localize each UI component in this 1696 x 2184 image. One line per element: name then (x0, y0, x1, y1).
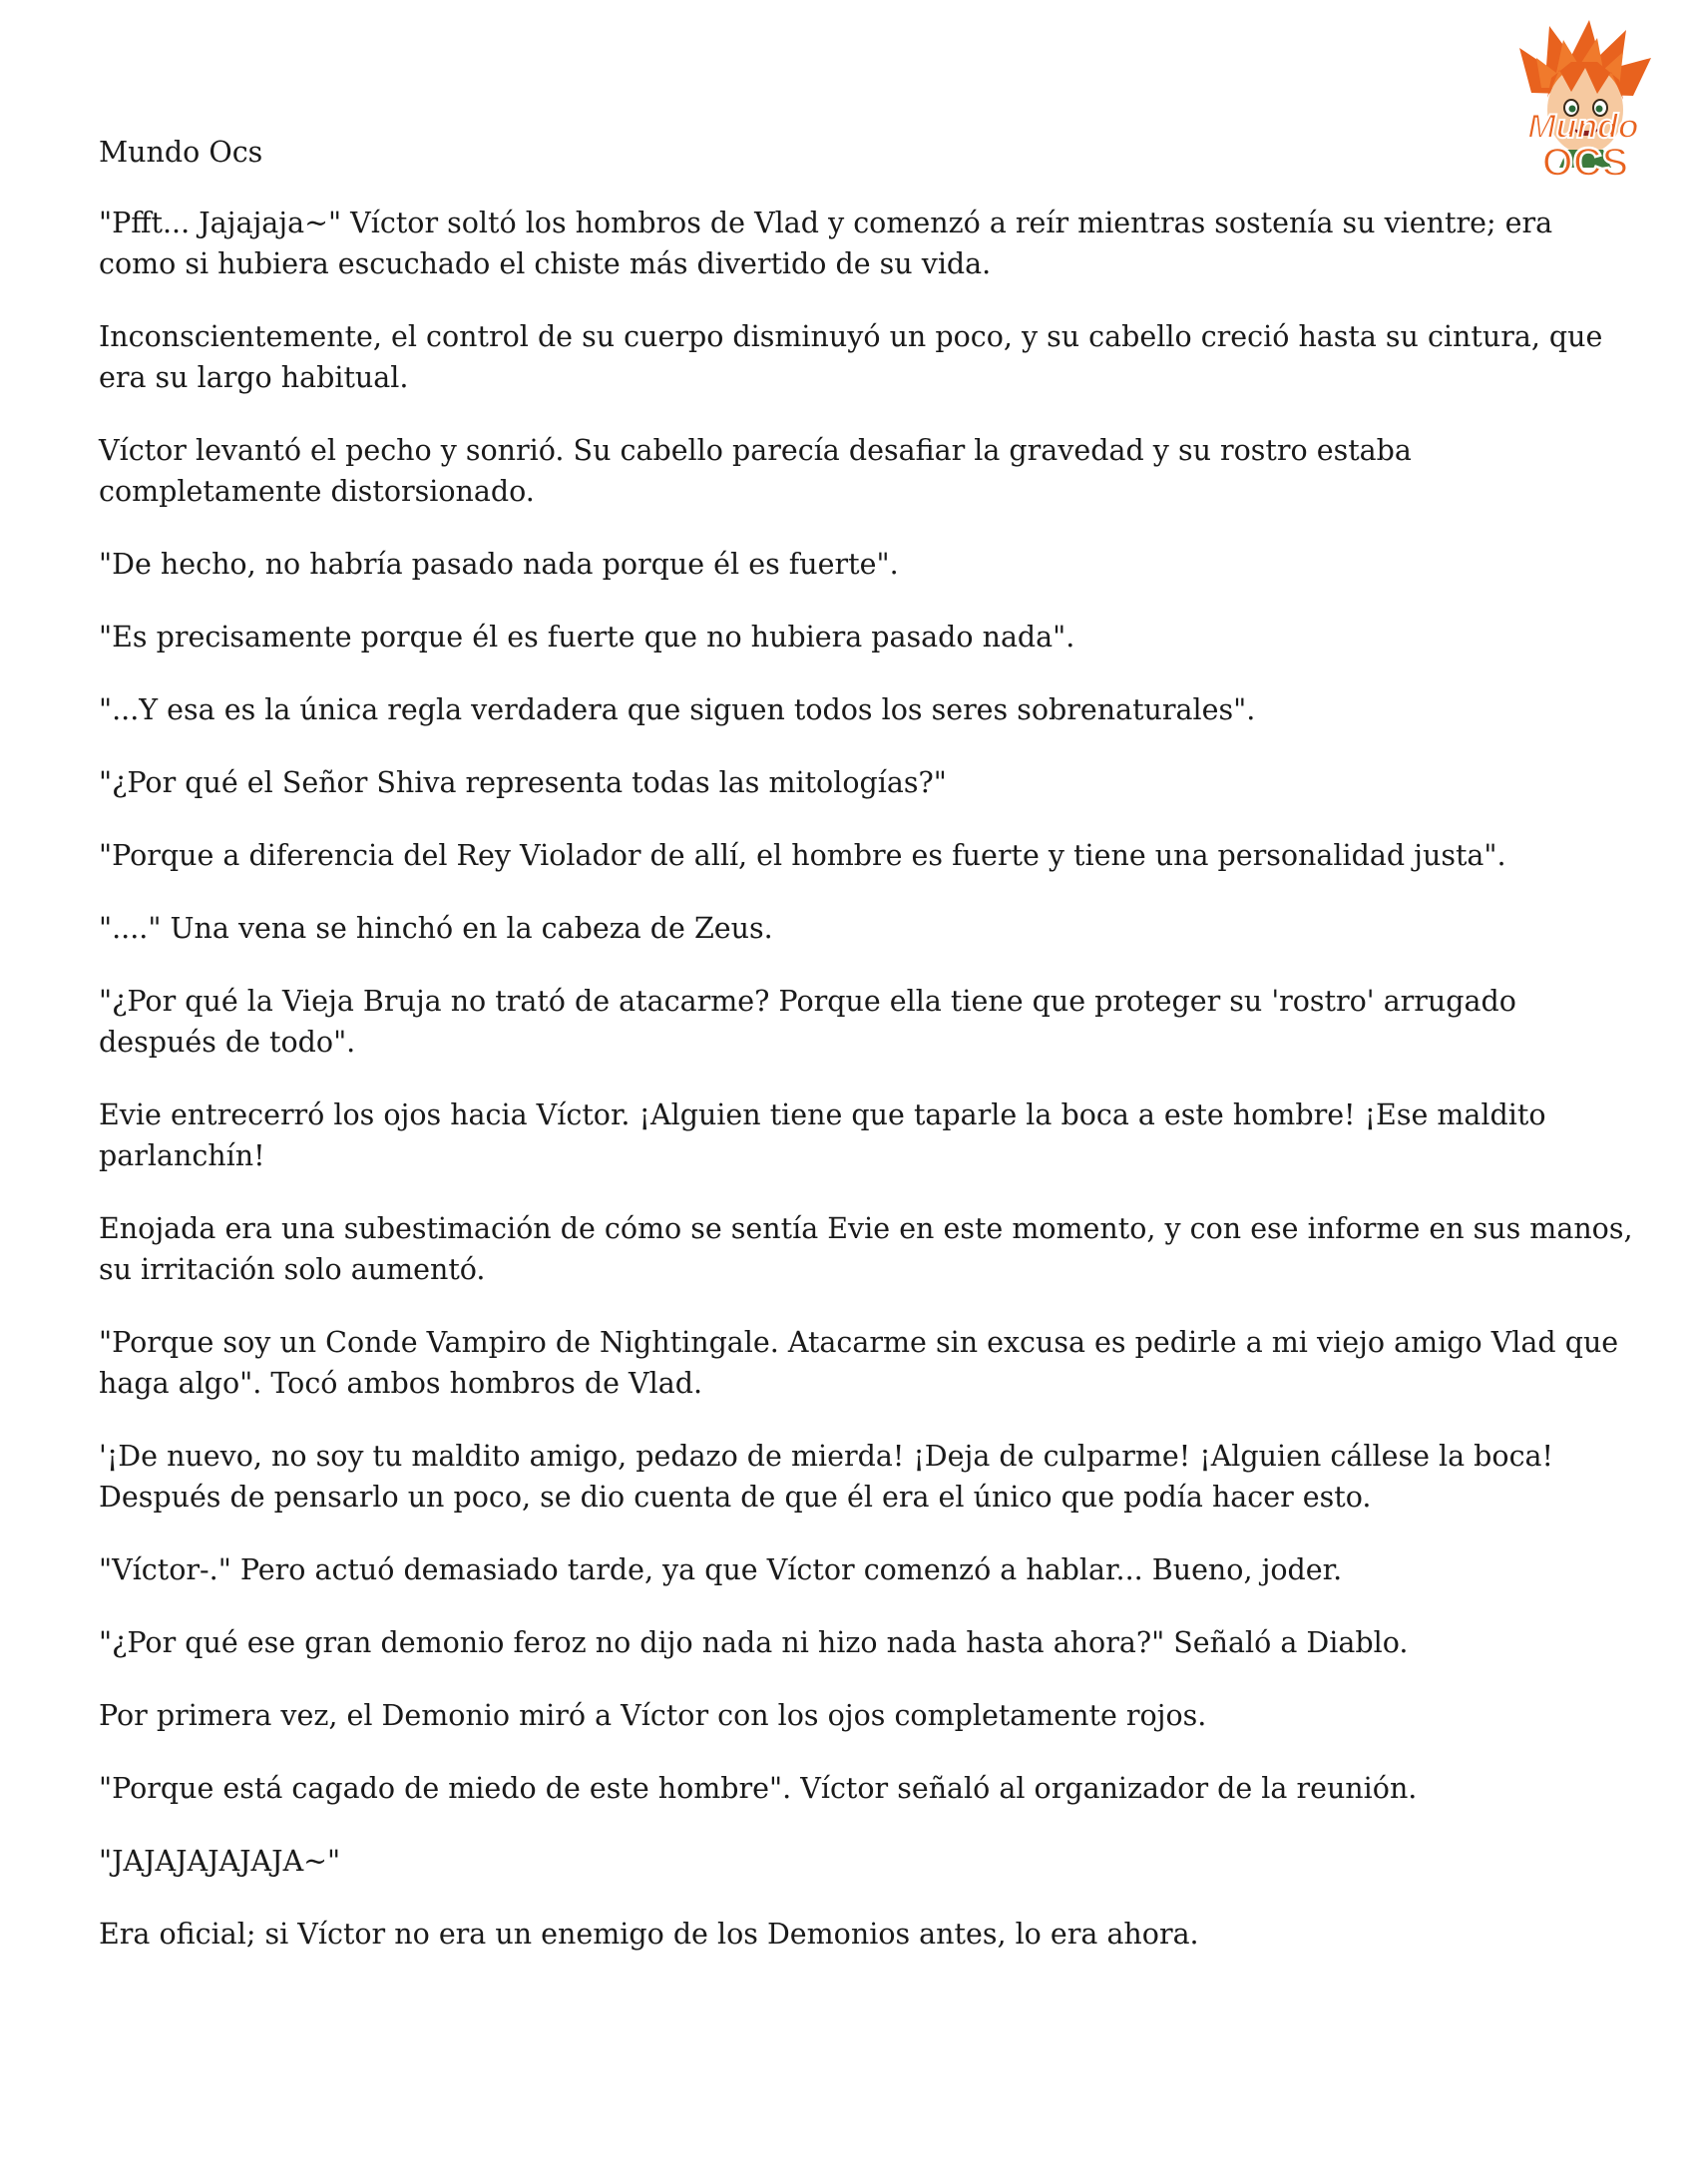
paragraph: "De hecho, no habría pasado nada porque él es fuerte". (99, 548, 899, 581)
paragraph: "Porque está cagado de miedo de este hombre". Víctor señaló al organizador de la reunión. (99, 1772, 1418, 1805)
paragraph: "...Y esa es la única regla verdadera que siguen todos los seres sobrenaturales". (99, 693, 1256, 726)
paragraph: "¿Por qué ese gran demonio feroz no dijo nada ni hizo nada hasta ahora?" Señaló a Diablo. (99, 1626, 1409, 1659)
logo-text-line1: Mundo (1527, 108, 1639, 146)
paragraph: "JAJAJAJAJAJA~" (99, 1845, 341, 1878)
paragraph: "Porque soy un Conde Vampiro de Nightingale. Atacarme sin excusa es pedirle a mi viejo amigo Vlad que haga algo". Tocó ambos hombros de Vlad. (99, 1326, 1619, 1400)
paragraph: "¿Por qué el Señor Shiva representa todas las mitologías?" (99, 766, 947, 799)
paragraph: Evie entrecerró los ojos hacia Víctor. ¡Alguien tiene que taparle la boca a este hombre! ¡Ese maldito parlanchín! (99, 1098, 1546, 1172)
paragraph: "Víctor-." Pero actuó demasiado tarde, ya que Víctor comenzó a hablar... Bueno, joder. (99, 1553, 1343, 1586)
paragraph: Por primera vez, el Demonio miró a Víctor con los ojos completamente rojos. (99, 1699, 1207, 1732)
paragraph: "Pfft... Jajajaja~" Víctor soltó los hombros de Vlad y comenzó a reír mientras sostenía su vientre; era como si hubiera escuchado el chiste más divertido de su vida. (99, 207, 1553, 280)
paragraph: "Es precisamente porque él es fuerte que no hubiera pasado nada". (99, 621, 1075, 654)
paragraph: Enojada era una subestimación de cómo se sentía Evie en este momento, y con ese informe en sus manos, su irritación solo aumentó. (99, 1212, 1633, 1286)
paragraph: "¿Por qué la Vieja Bruja no trató de atacarme? Porque ella tiene que proteger su 'rostro' arrugado después de todo". (99, 985, 1516, 1059)
paragraph: '¡De nuevo, no soy tu maldito amigo, pedazo de mierda! ¡Deja de culparme! ¡Alguien cállese la boca! Después de pensarlo un poco, se dio cuenta de que él era el único que podía hacer esto. (99, 1440, 1553, 1514)
document-body (99, 132, 1635, 1986)
paragraph: "Porque a diferencia del Rey Violador de allí, el hombre es fuerte y tiene una personalidad justa". (99, 839, 1506, 872)
logo-text-line2: OCS (1541, 141, 1629, 185)
paragraph: Era oficial; si Víctor no era un enemigo de los Demonios antes, lo era ahora. (99, 1918, 1199, 1951)
paragraph: "...." Una vena se hinchó en la cabeza de Zeus. (99, 912, 773, 945)
paragraph: Víctor levantó el pecho y sonrió. Su cabello parecía desafiar la gravedad y su rostro estaba completamente distorsionado. (99, 434, 1412, 508)
paragraph: Inconscientemente, el control de su cuerpo disminuyó un poco, y su cabello creció hasta su cintura, que era su largo habitual. (99, 320, 1603, 394)
document-title: Mundo Ocs (99, 136, 263, 169)
